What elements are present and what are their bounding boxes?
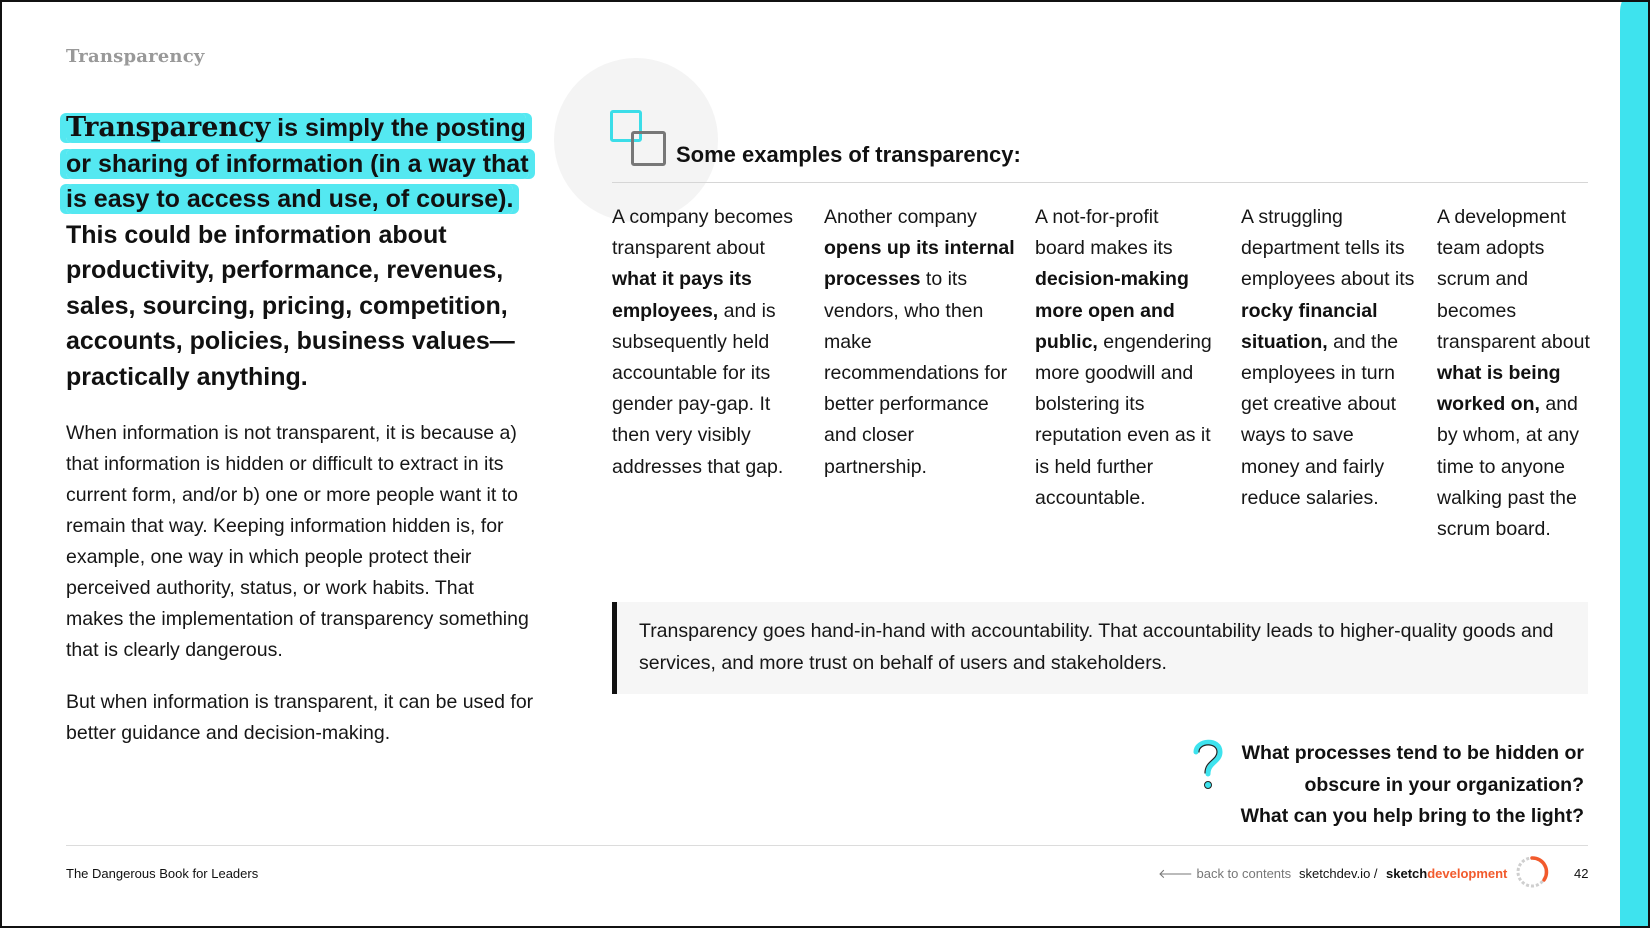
example-column-5: A development team adopts scrum and becomes transparent about what is being worked on, and by whom, at any time to anyone walking past the scrum board. [1437,206,1590,541]
intro-statement [66,110,536,395]
body-paragraph-1: When information is not transparent, it is because a) that information is hidden or difficult to extract in its current form, and/or b) one or more people want it to remain that way. Keeping information hidden is, for example, one way in which people protect their perceived authority, status, or work habits. That makes the implementation of transparency something that is clearly dangerous. [66,422,529,661]
example-column-3: A not-for-profit board makes its decision-making more open and public, engendering more goodwill and bolstering its reputation even as it is held further accountable. [1035,206,1212,509]
body-paragraph-2: But when information is transparent, it can be used for better guidance and decision-making. [66,691,534,744]
accent-bar [1620,0,1650,928]
book-title: The Dangerous Book for Leaders [66,866,259,881]
intro-highlight-text: is simply the posting or sharing of information (in a way that is easy to access and use, of course). [66,114,529,213]
page-number: 42 [1574,866,1589,881]
intro-term: Transparency [66,112,271,143]
examples-title: Some examples of transparency: [676,142,1021,167]
back-to-contents-link[interactable]: 🡐 back to contents [1158,866,1292,881]
footer-divider [66,845,1588,846]
example-column-2: Another company opens up its internal processes to its vendors, who then make recommendations for better performance and closer partnership. [824,206,1015,478]
brand-logo-text[interactable]: sketchdevelopment [1386,866,1508,881]
examples-divider [612,182,1588,183]
site-url[interactable]: sketchdev.io / [1299,866,1378,881]
pull-quote: Transparency goes hand-in-hand with accountability. That accountability leads to higher-quality goods and services, and more trust on behalf of users and stakeholders. [612,602,1588,694]
intro-rest-text: This could be information about productivity, performance, revenues, sales, sourcing, pricing, competition, accounts, policies, business values—practically anything. [66,220,515,391]
example-column-1: A company becomes transparent about what it pays its employees, and is subsequently held accountable for its gender pay-gap. It then very visibly addresses that gap. [612,206,794,478]
brand-logo-icon [1514,854,1550,890]
example-column-4: A struggling department tells its employees about its rocky financial situation, and the employees in turn get creative about ways to save money and fairly reduce salaries. [1241,206,1415,509]
question-line-1: What processes tend to be hidden or [1241,742,1584,764]
question-line-2: obscure in your organization? [1304,773,1584,796]
question-line-3: What can you help bring to the light? [1240,805,1584,827]
reflection-question [1204,738,1584,833]
arrow-left-icon: 🡐 [1158,866,1197,881]
intro-highlight [66,113,529,214]
section-label: Transparency [66,46,205,67]
overlapping-squares-icon [610,110,668,168]
